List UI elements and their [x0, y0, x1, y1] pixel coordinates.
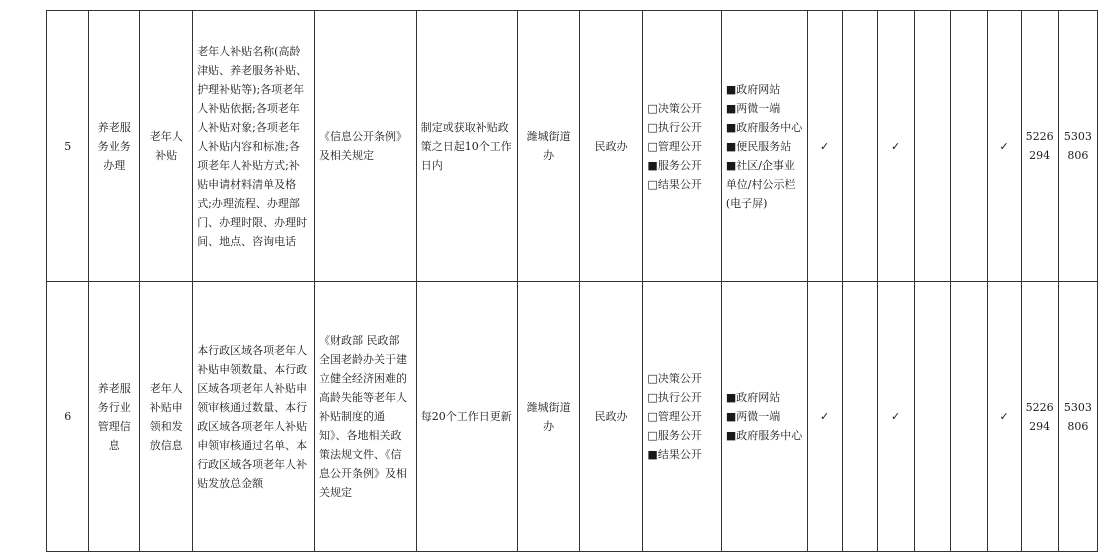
channels-cell — [721, 282, 807, 552]
scope-cell — [643, 11, 721, 282]
check-mark-icon: ✓ — [877, 282, 914, 552]
check-cell — [914, 11, 950, 282]
channels-cell — [721, 11, 807, 282]
check-cell — [914, 282, 950, 552]
channel-option: ■便民服务站 — [725, 139, 792, 153]
channel-option: ■两微一端 — [725, 410, 781, 423]
dept-cell: 民政办 — [579, 11, 643, 282]
scope-option: □服务公开 — [647, 429, 702, 442]
scope-option: □决策公开 — [647, 101, 702, 115]
seq-cell: 6 — [47, 282, 89, 552]
scope-option: □管理公开 — [647, 410, 702, 423]
channel-option: ■社区/企事业单位/村公示栏(电子屏) — [725, 158, 796, 210]
table-row — [47, 282, 1098, 552]
content-cell: 老年人补贴名称(高龄津贴、养老服务补贴、护理补贴等);各项老年人补贴依据;各项老年人补贴对象;各项老年人补贴内容和标准;各项老年人补贴方式;补贴申请材料清单及格式;办理流程、办理部门、办理时限、办理时间、地点、咨询电话 — [193, 11, 315, 282]
dept-cell: 民政办 — [579, 282, 643, 552]
channel-option: ■政府网站 — [725, 82, 781, 96]
code-cell: 5226294 — [1021, 282, 1058, 552]
check-mark-icon: ✓ — [987, 11, 1021, 282]
code-cell: 5303806 — [1058, 282, 1097, 552]
check-mark-icon: ✓ — [807, 282, 842, 552]
channel-option: ■政府服务中心 — [725, 429, 803, 442]
scope-option: □执行公开 — [647, 120, 702, 134]
item-cell: 老年人补贴 — [140, 11, 193, 282]
check-cell — [842, 282, 877, 552]
timing-cell: 每20个工作日更新 — [416, 282, 518, 552]
scope-option: □决策公开 — [647, 372, 702, 385]
scope-cell — [643, 282, 721, 552]
category-cell: 养老服务行业管理信息 — [89, 282, 140, 552]
basis-cell: 《信息公开条例》及相关规定 — [315, 11, 417, 282]
check-mark-icon: ✓ — [877, 11, 914, 282]
check-mark-icon: ✓ — [987, 282, 1021, 552]
channel-option: ■两微一端 — [725, 101, 781, 115]
scope-option: ■服务公开 — [647, 158, 702, 172]
scope-option: □执行公开 — [647, 391, 702, 404]
basis-cell: 《财政部 民政部 全国老龄办关于建立健全经济困难的高龄失能等老年人补贴制度的通知》、各地相关政策法规文件、《信息公开条例》及相关规定 — [315, 282, 417, 552]
table-row — [47, 11, 1098, 282]
check-cell — [950, 11, 987, 282]
category-cell: 养老服务业务办理 — [89, 11, 140, 282]
code-cell: 5226294 — [1021, 11, 1058, 282]
check-cell — [950, 282, 987, 552]
scope-option: ■结果公开 — [647, 448, 702, 461]
timing-cell: 制定或获取补贴政策之日起10个工作日内 — [416, 11, 518, 282]
item-cell: 老年人补贴申领和发放信息 — [140, 282, 193, 552]
scope-option: □管理公开 — [647, 139, 702, 153]
seq-cell: 5 — [47, 11, 89, 282]
code-cell: 5303806 — [1058, 11, 1097, 282]
subject-cell: 潍城街道办 — [518, 282, 579, 552]
content-cell: 本行政区域各项老年人补贴申领数量、本行政区域各项老年人补贴申领审核通过数量、本行政区域各项老年人补贴申领审核通过名单、本行政区域各项老年人补贴发放总金额 — [193, 282, 315, 552]
channel-option: ■政府网站 — [725, 391, 781, 404]
scope-option: □结果公开 — [647, 177, 702, 191]
check-mark-icon: ✓ — [807, 11, 842, 282]
check-cell — [842, 11, 877, 282]
subject-cell: 潍城街道办 — [518, 11, 579, 282]
disclosure-table — [46, 10, 1098, 552]
channel-option: ■政府服务中心 — [725, 120, 803, 134]
